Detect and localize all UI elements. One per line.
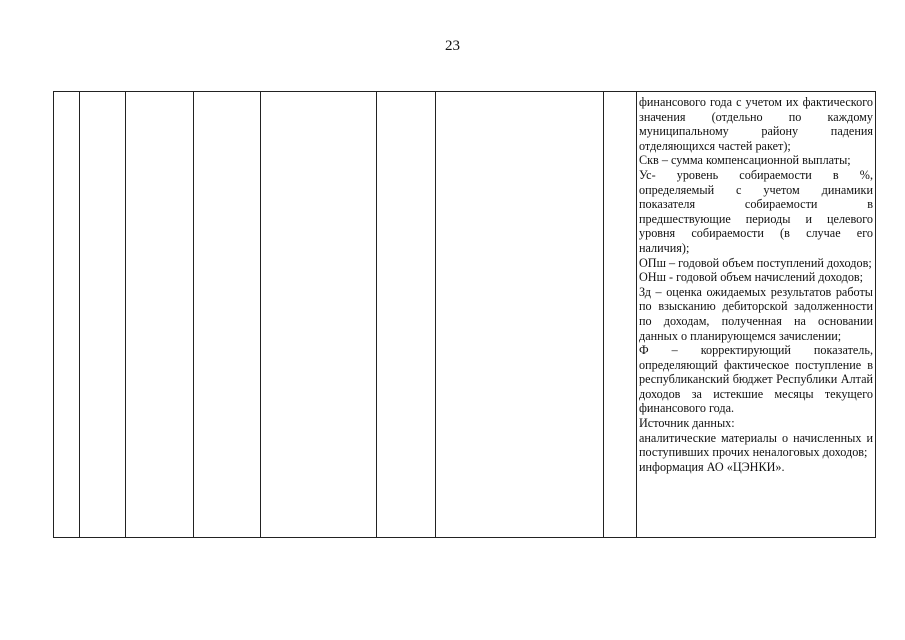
table-cell-6 [377,92,436,538]
text-paragraph: финансового года с учетом их фактического значения (отдельно по каждому муниципальному району падения отделяющихся частей ракет); [639,95,873,153]
table-cell-3 [126,92,194,538]
text-paragraph: Скв – сумма компенсационной выплаты; [639,153,851,168]
text-paragraph: ОНш - годовой объем начислений доходов; [639,270,864,285]
table-cell-1 [54,92,80,538]
table-cell-7 [436,92,604,538]
text-paragraph: аналитические материалы о начисленных и поступивших прочих неналоговых доходов; [639,430,873,460]
table-cell-8 [604,92,637,538]
table-cell-4 [194,92,261,538]
formula-description-cell [637,92,876,538]
table-cell-2 [80,92,126,538]
continuation-table [53,91,876,538]
text-paragraph: Ус- уровень собираемости в %, определяемый с учетом динамики показателя собираемости в предшествующие периоды и целевого уровня собираемости (в случае его наличия); [639,167,873,255]
text-paragraph: ОПш – годовой объем поступлений доходов; [639,255,872,270]
text-paragraph: Источник данных: [639,416,735,431]
table-cell-5 [261,92,377,538]
page-number: 23 [445,38,460,54]
text-paragraph: Ф – корректирующий показатель, определяющий фактическое поступление в республиканский бюджет Республики Алтай доходов за истекшие месяцы текущего финансового года. [639,343,873,416]
text-paragraph: информация АО «ЦЭНКИ». [639,459,785,474]
text-paragraph: Зд – оценка ожидаемых результатов работы по взысканию дебиторской задолженности по доходам, полученная на основании данных о планирующемся зачислении; [639,284,873,343]
